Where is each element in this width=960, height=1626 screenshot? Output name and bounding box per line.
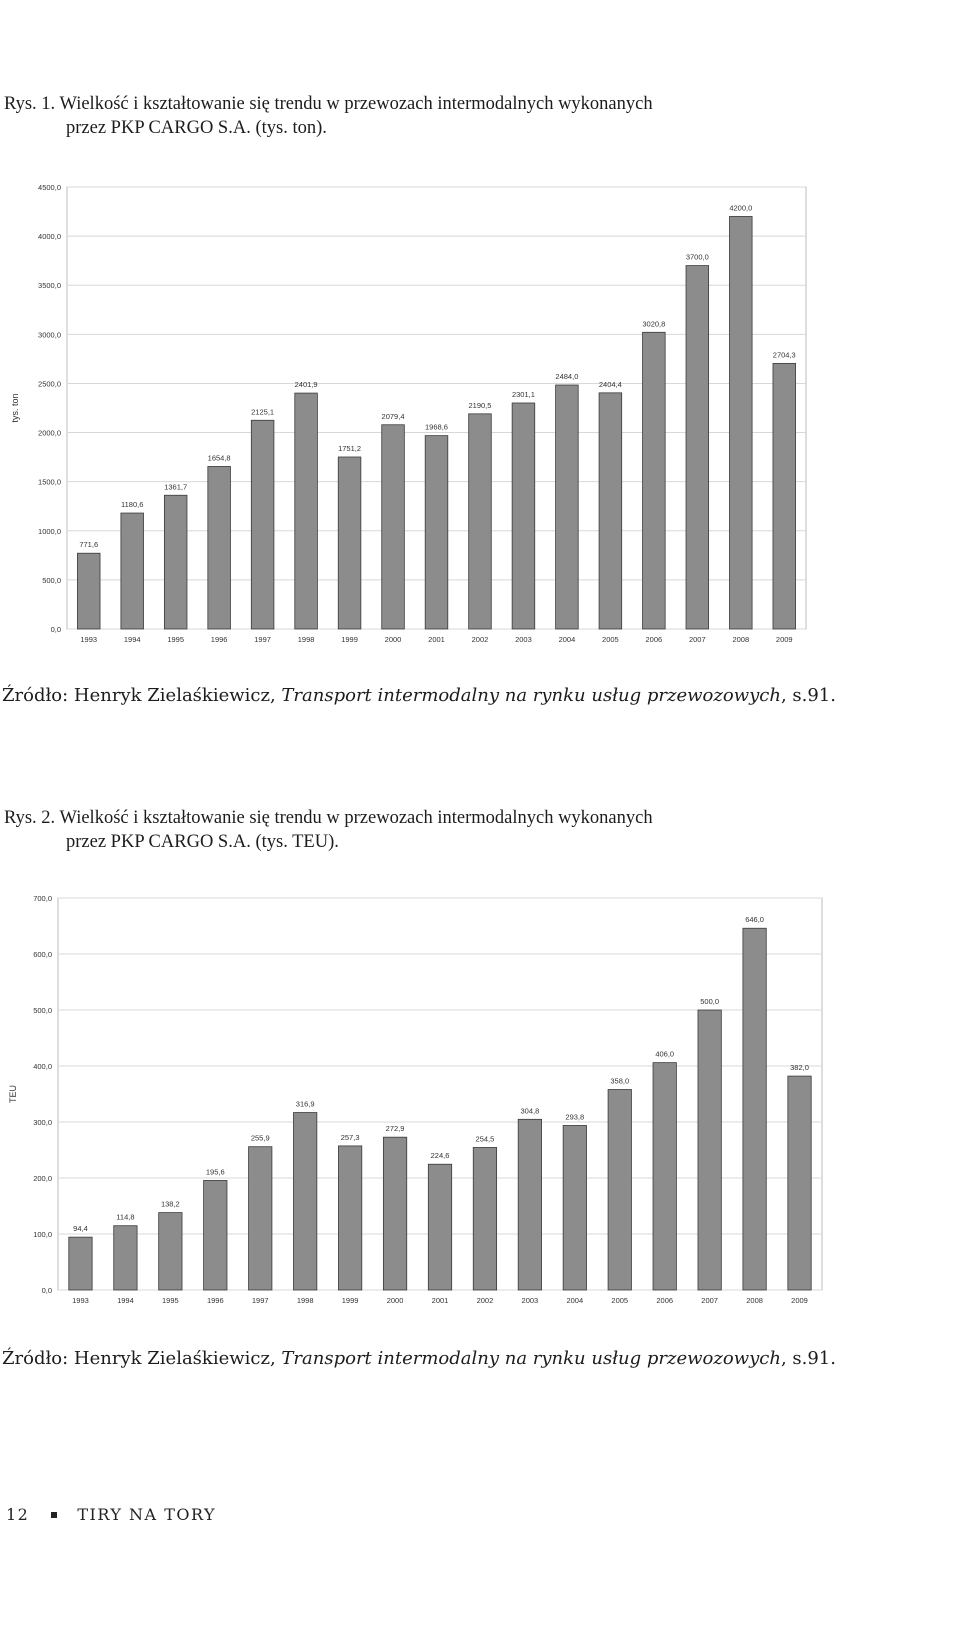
chart2-y-tick-label: 700,0: [33, 894, 52, 903]
chart2-data-label: 358,0: [610, 1076, 630, 1086]
figure2-caption-number: Rys. 2.: [4, 808, 56, 828]
chart1-x-tick-label: 2001: [428, 635, 445, 644]
chart1-y-axis-label: tys. ton: [10, 393, 20, 423]
chart2-x-tick-label: 2009: [791, 1296, 808, 1305]
chart1-bar-1995: [164, 495, 187, 629]
chart2-bar-1997: [249, 1147, 272, 1290]
chart2-x-tick-label: 2001: [431, 1296, 449, 1305]
chart-2-teu: [0, 885, 840, 1315]
chart1-x-tick-label: 1994: [123, 635, 141, 644]
chart2-bar-2008: [743, 928, 766, 1290]
chart1-bar-1999: [338, 457, 361, 629]
chart2-y-tick-label: 200,0: [33, 1174, 52, 1183]
chart1-data-label: 3020,8: [642, 319, 666, 329]
chart1-y-tick-label: 3000,0: [38, 330, 61, 340]
chart2-data-label: 293,8: [565, 1112, 585, 1122]
chart1-data-label: 1361,7: [164, 482, 188, 492]
page-number: 12: [6, 1505, 30, 1524]
figure1-source-suffix: , s.91.: [780, 685, 836, 706]
chart2-x-tick-label: 2003: [521, 1296, 539, 1305]
chart2-data-label: 316,9: [295, 1099, 315, 1109]
chart2-bar-1996: [204, 1180, 227, 1290]
chart1-x-tick-label: 2004: [558, 635, 576, 644]
chart1-x-tick-label: 2003: [515, 635, 532, 644]
chart2-bar-2004: [563, 1125, 586, 1290]
chart2-data-label: 406,0: [655, 1049, 675, 1059]
chart1-bar-1996: [208, 466, 231, 629]
chart2-x-tick-label: 2000: [386, 1296, 404, 1305]
figure1-caption-line2: przez PKP CARGO S.A. (tys. ton).: [66, 118, 327, 138]
chart1-data-label: 2401,9: [294, 380, 318, 390]
chart1-y-tick-label: 1000,0: [38, 526, 61, 536]
chart1-y-tick-label: 500,0: [42, 575, 61, 585]
chart2-data-label: 94,4: [73, 1224, 88, 1234]
chart1-data-label: 1180,6: [121, 500, 144, 510]
chart1-data-label: 2484,0: [555, 372, 579, 382]
chart2-data-label: 272,9: [385, 1124, 405, 1134]
chart1-bar-2001: [425, 436, 448, 629]
chart1-x-tick-label: 2000: [384, 635, 402, 644]
chart1-y-tick-label: 1500,0: [38, 477, 61, 487]
chart1-y-tick-label: 2500,0: [38, 379, 61, 389]
chart1-x-tick-label: 2005: [602, 635, 619, 644]
chart1-x-tick-label: 1996: [210, 635, 228, 644]
chart2-data-label: 224,6: [430, 1151, 450, 1161]
chart1-data-label: 2125,1: [251, 407, 275, 417]
figure1-caption: [4, 92, 904, 140]
chart1-data-label: 4200,0: [729, 203, 753, 213]
chart2-data-label: 255,9: [250, 1133, 270, 1143]
chart1-bar-2004: [556, 385, 579, 629]
chart2-x-tick-label: 2006: [656, 1296, 674, 1305]
chart2-x-tick-label: 1995: [162, 1296, 179, 1305]
chart2-y-axis-label: TEU: [8, 1085, 18, 1103]
chart2-bar-1994: [114, 1226, 137, 1290]
chart2-bar-2005: [608, 1090, 631, 1290]
chart1-data-label: 2079,4: [381, 411, 405, 421]
chart2-data-label: 114,8: [116, 1212, 135, 1222]
chart1-y-tick-label: 3500,0: [38, 281, 61, 291]
chart1-x-tick-label: 2007: [688, 635, 706, 644]
chart1-data-label: 1654,8: [207, 453, 231, 463]
chart1-x-tick-label: 2009: [775, 635, 793, 644]
chart2-bar-1999: [338, 1146, 361, 1290]
figure2-source: [2, 1348, 836, 1369]
chart1-data-label: 771,6: [79, 540, 99, 550]
chart2-x-tick-label: 2008: [746, 1296, 763, 1305]
chart2-data-label: 138,2: [160, 1199, 180, 1209]
chart2-bar-2000: [383, 1137, 406, 1290]
chart1-data-label: 2301,1: [511, 389, 535, 399]
chart2-data-label: 254,5: [475, 1134, 495, 1144]
chart1-bar-1997: [251, 420, 274, 629]
chart1-x-tick-label: 1995: [167, 635, 185, 644]
chart2-data-label: 257,3: [340, 1132, 360, 1142]
chart1-x-tick-label: 2002: [471, 635, 489, 644]
chart1-x-tick-label: 1993: [80, 635, 98, 644]
chart1-bar-2009: [773, 363, 796, 629]
chart1-data-label: 2190,5: [468, 400, 492, 410]
figure2-source-suffix: , s.91.: [780, 1348, 836, 1369]
chart2-y-tick-label: 300,0: [33, 1118, 52, 1127]
chart1-bar-2007: [686, 266, 709, 629]
figure2-source-prefix: Źródło: Henryk Zielaśkiewicz,: [2, 1348, 282, 1369]
chart1-x-tick-label: 1999: [341, 635, 358, 644]
chart1-y-tick-label: 4500,0: [38, 183, 61, 192]
chart2-bar-2002: [473, 1147, 496, 1290]
chart1-data-label: 2404,4: [598, 379, 622, 389]
chart2-bar-2006: [653, 1063, 676, 1290]
chart1-bar-2005: [599, 393, 622, 629]
chart1-x-tick-label: 1998: [297, 635, 315, 644]
chart1-y-tick-label: 4000,0: [38, 232, 61, 242]
chart1-bar-2002: [469, 414, 492, 629]
chart2-data-label: 195,6: [205, 1167, 225, 1177]
chart2-x-tick-label: 2002: [476, 1296, 494, 1305]
figure1-source: [2, 685, 836, 706]
chart1-bar-1994: [121, 513, 144, 629]
chart1-data-label: 2704,3: [772, 350, 796, 360]
chart2-data-label: 304,8: [520, 1106, 540, 1116]
chart2-x-tick-label: 1997: [251, 1296, 269, 1305]
chart1-bar-1993: [77, 553, 100, 629]
chart2-y-tick-label: 100,0: [33, 1230, 52, 1239]
chart2-y-tick-label: 0,0: [41, 1286, 52, 1295]
chart2-y-tick-label: 400,0: [33, 1062, 52, 1071]
chart2-x-tick-label: 2007: [701, 1296, 718, 1305]
chart2-bar-2009: [788, 1076, 811, 1290]
figure2-source-title: Transport intermodalny na rynku usług przewozowych: [281, 1348, 781, 1369]
chart1-bar-2000: [382, 425, 405, 629]
chart2-bar-2003: [518, 1119, 541, 1290]
chart2-x-tick-label: 2004: [566, 1296, 584, 1305]
figure1-caption-line1: Wielkość i kształtowanie się trendu w przewozach intermodalnych wykonanych: [59, 94, 653, 114]
chart2-y-tick-label: 500,0: [33, 1006, 52, 1015]
chart2-x-tick-label: 1999: [341, 1296, 359, 1305]
publication-title: TIRY NA TORY: [77, 1505, 217, 1524]
chart1-bar-2006: [643, 332, 666, 629]
chart2-data-label: 382,0: [790, 1063, 809, 1073]
chart1-data-label: 1968,6: [425, 422, 448, 432]
figure2-caption-line1: Wielkość i kształtowanie się trendu w przewozach intermodalnych wykonanych: [59, 808, 653, 828]
figure2-caption-line2: przez PKP CARGO S.A. (tys. TEU).: [66, 832, 339, 852]
chart2-data-label: 500,0: [700, 997, 720, 1006]
chart1-y-tick-label: 0,0: [50, 625, 61, 634]
chart2-bar-2001: [428, 1164, 451, 1290]
chart2-bar-1995: [159, 1213, 182, 1290]
chart1-bar-2003: [512, 403, 535, 629]
chart1-y-tick-label: 2000,0: [38, 428, 61, 438]
separator-square-icon: [51, 1512, 57, 1518]
chart1-data-label: 1751,2: [338, 443, 362, 453]
chart2-x-tick-label: 1993: [72, 1296, 89, 1305]
chart-1-tons: [0, 170, 840, 670]
chart2-y-tick-label: 600,0: [33, 950, 52, 959]
figure1-source-prefix: Źródło: Henryk Zielaśkiewicz,: [2, 685, 282, 706]
chart2-x-tick-label: 1994: [117, 1296, 134, 1305]
chart1-bar-1998: [295, 393, 318, 629]
page-footer: [6, 1505, 216, 1524]
chart2-x-tick-label: 2005: [611, 1296, 629, 1305]
chart2-bar-1998: [293, 1113, 316, 1290]
chart2-data-label: 646,0: [745, 915, 764, 925]
chart1-x-tick-label: 2006: [645, 635, 663, 644]
chart2-bar-1993: [69, 1237, 92, 1290]
chart1-data-label: 3700,0: [685, 252, 709, 262]
figure2-caption: [4, 806, 904, 854]
chart1-x-tick-label: 1997: [254, 635, 271, 644]
chart1-x-tick-label: 2008: [732, 635, 750, 644]
chart1-bar-2008: [729, 216, 752, 629]
chart2-x-tick-label: 1998: [296, 1296, 314, 1305]
figure1-caption-number: Rys. 1.: [4, 94, 56, 114]
figure1-source-title: Transport intermodalny na rynku usług przewozowych: [281, 685, 781, 706]
chart2-bar-2007: [698, 1010, 721, 1290]
chart2-x-tick-label: 1996: [206, 1296, 224, 1305]
